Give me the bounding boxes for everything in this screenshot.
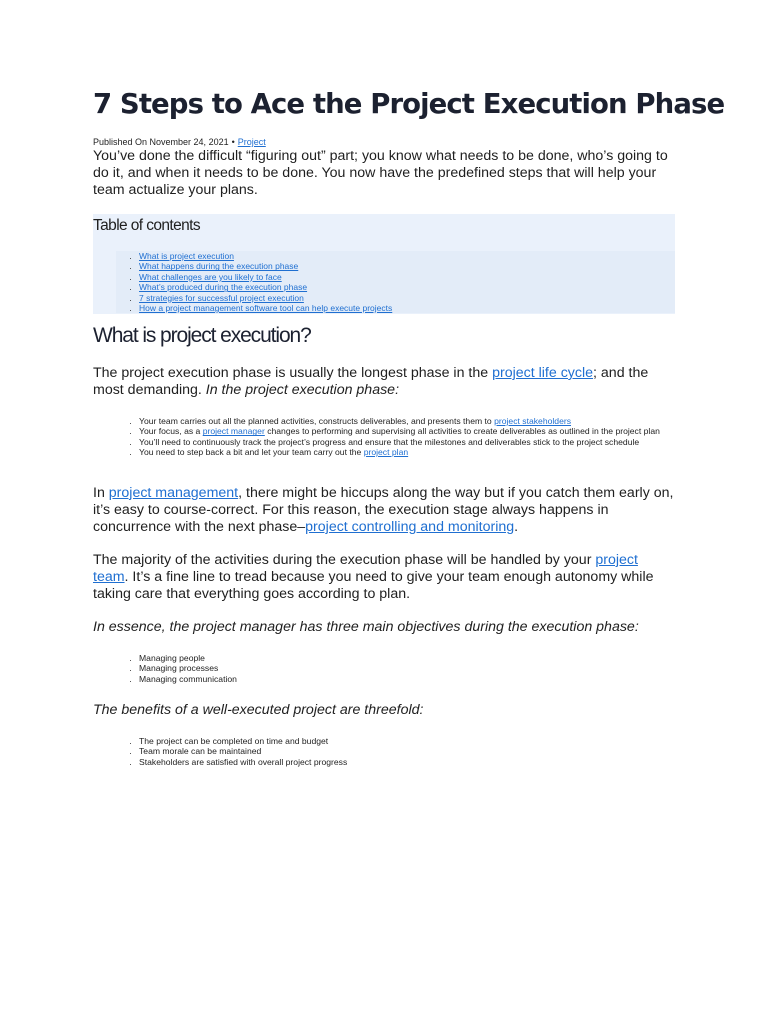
project-stakeholders-link[interactable]: project stakeholders — [494, 416, 572, 426]
italic-text: In the project execution phase: — [205, 382, 400, 398]
toc-link[interactable]: What challenges are you likely to face — [139, 271, 282, 282]
italic-text: The benefits of a well-executed project are threefold: — [93, 702, 424, 718]
toc-link[interactable]: 7 strategies for successful project execution — [139, 292, 304, 303]
benefits-list — [93, 736, 721, 767]
toc-item — [139, 303, 675, 313]
execution-bullets — [93, 416, 721, 458]
text: In — [93, 485, 109, 501]
published-date: Published On November 24, 2021 — [93, 137, 229, 147]
text: The project execution phase is usually the longest phase in the — [93, 365, 493, 381]
toc-item — [139, 251, 675, 261]
project-controlling-link[interactable]: project controlling and monitoring — [305, 519, 515, 535]
text: . It’s a fine line to tread because you need to give your team enough autonomy while taking care that everything goes according to plan. — [93, 569, 654, 602]
text: You need to step back a bit and let your team carry out the — [139, 447, 364, 458]
toc-list — [116, 251, 675, 313]
project-life-cycle-link[interactable]: project life cycle — [492, 365, 594, 381]
text: changes to performing and supervising all activities to create deliverables as outlined in the project plan — [264, 426, 660, 437]
text: You’ll need to continuously track the project’s progress and ensure that the milestones and deliverables stick to the project schedule — [139, 436, 640, 447]
paragraph-objectives — [93, 619, 675, 636]
list-item: • Stakeholders are satisfied with overall project progress — [139, 757, 721, 767]
text: Your focus, as a — [139, 426, 203, 437]
toc-link[interactable]: What’s produced during the execution phase — [139, 282, 308, 293]
toc-link[interactable]: What is project execution — [139, 251, 234, 261]
list-item — [139, 447, 721, 457]
section-heading: What is project execution? — [93, 324, 311, 347]
toc-item — [139, 261, 675, 271]
list-item: • Team morale can be maintained — [139, 746, 721, 756]
project-manager-link[interactable]: project manager — [202, 426, 265, 437]
list-item: • Managing communication — [139, 674, 721, 684]
intro-paragraph: You’ve done the difficult “figuring out” part; you know what needs to be done, who’s going to do it, and when it needs to be done. You now have the predefined steps that will help your team actualize your plans. — [93, 148, 668, 198]
list-item: • Managing people — [139, 653, 721, 663]
table-of-contents — [93, 214, 675, 314]
article-meta — [93, 137, 266, 148]
toc-item — [139, 272, 675, 282]
paragraph-hiccups — [93, 485, 675, 536]
objectives-list — [93, 653, 721, 684]
paragraph-benefits — [93, 702, 675, 719]
toc-item — [139, 282, 675, 292]
text: ; and the most demanding. — [93, 365, 649, 398]
text: . — [514, 519, 519, 535]
toc-link[interactable]: How a project management software tool can help execute projects — [139, 303, 393, 314]
text: , there might be hiccups along the way but if you catch them early on, it’s easy to course-correct. For this reason, the execution stage always happens in concurrence with the next phase– — [93, 485, 674, 535]
list-item — [139, 426, 721, 436]
project-management-link[interactable]: project management — [108, 485, 239, 501]
toc-title: Table of contents — [93, 217, 200, 234]
page-title: 7 Steps to Ace the Project Execution Phase — [93, 88, 725, 120]
project-team-link[interactable]: project team — [93, 552, 638, 585]
list-item: • The project can be completed on time and budget — [139, 736, 721, 746]
meta-separator: • — [231, 137, 235, 147]
paragraph-life-cycle — [93, 365, 675, 399]
paragraph-team — [93, 552, 675, 603]
toc-link[interactable]: What happens during the execution phase — [139, 261, 299, 272]
list-item — [139, 437, 721, 447]
text: The majority of the activities during the execution phase will be handled by your — [93, 552, 596, 568]
list-item — [139, 416, 721, 426]
category-link[interactable]: Project — [237, 137, 266, 147]
project-plan-link[interactable]: project plan — [363, 447, 409, 458]
italic-text: In essence, the project manager has three main objectives during the execution phase: — [93, 619, 639, 635]
list-item: • Managing processes — [139, 663, 721, 673]
toc-item — [139, 293, 675, 303]
text: Your team carries out all the planned activities, constructs deliverables, and presents them to — [139, 416, 495, 426]
